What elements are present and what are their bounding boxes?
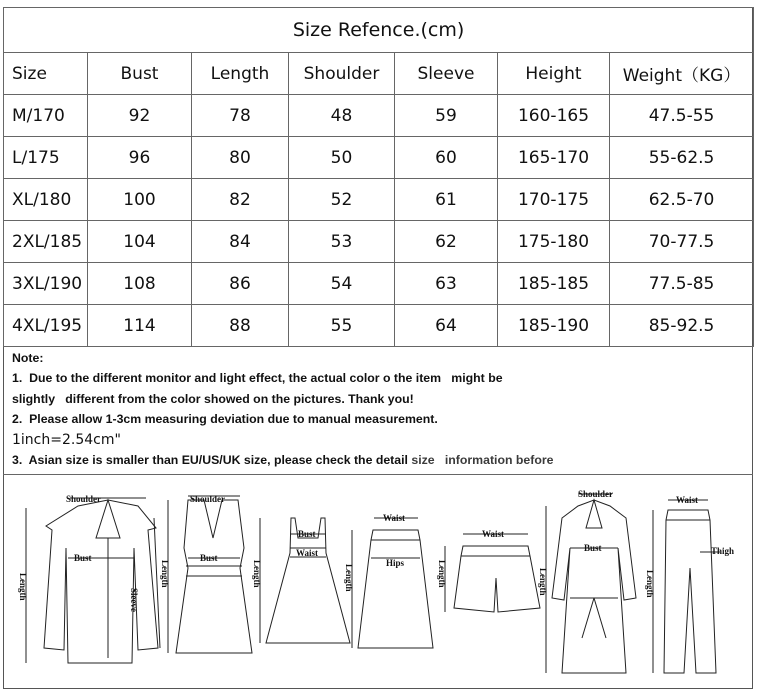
- table-row: [4, 263, 754, 305]
- table-title: Size Refence.(cm): [4, 8, 754, 53]
- label-waist-skirt: Waist: [383, 513, 406, 523]
- value-cell: 77.5-85: [610, 263, 754, 305]
- value-cell: 88: [192, 305, 289, 347]
- tank-dress-sketch: [168, 496, 252, 653]
- value-cell: 100: [88, 179, 192, 221]
- value-cell: 50: [289, 137, 395, 179]
- value-cell: 82: [192, 179, 289, 221]
- label-shoulder-dress: Shoulder: [190, 494, 226, 504]
- inch-conversion: 1inch=2.54cm": [12, 431, 121, 448]
- size-cell: M/170: [4, 95, 88, 137]
- trousers-sketch: [653, 500, 720, 673]
- value-cell: 175-180: [498, 221, 610, 263]
- size-cell: 2XL/185: [4, 221, 88, 263]
- label-bust-dress: Bust: [200, 553, 218, 563]
- column-header: Bust: [88, 53, 192, 95]
- column-header: Height: [498, 53, 610, 95]
- measurement-diagrams: [8, 478, 750, 686]
- label-sleeve: Sleeve: [129, 588, 139, 612]
- trench-coat-sketch: [546, 494, 636, 673]
- label-bust-strap-dress: Bust: [298, 529, 316, 539]
- label-length-coat: Length: [538, 568, 548, 596]
- table-row: [4, 305, 754, 347]
- value-cell: 108: [88, 263, 192, 305]
- size-cell: 4XL/195: [4, 305, 88, 347]
- label-length-shirt: Length: [18, 573, 28, 601]
- table-header-row: [4, 53, 754, 95]
- table-row: [4, 179, 754, 221]
- shirt-sketch: [26, 498, 160, 663]
- value-cell: 160-165: [498, 95, 610, 137]
- value-cell: 59: [395, 95, 498, 137]
- value-cell: 114: [88, 305, 192, 347]
- size-table: [3, 7, 754, 347]
- label-length-shorts: Length: [437, 560, 447, 588]
- value-cell: 70-77.5: [610, 221, 754, 263]
- column-header: Sleeve: [395, 53, 498, 95]
- size-cell: XL/180: [4, 179, 88, 221]
- value-cell: 96: [88, 137, 192, 179]
- shorts-sketch: [445, 534, 540, 612]
- label-waist-shorts: Waist: [482, 529, 505, 539]
- label-length-strap-dress: Length: [252, 560, 262, 588]
- column-header: Shoulder: [289, 53, 395, 95]
- label-length-dress: Length: [160, 560, 170, 588]
- label-waist-trousers: Waist: [676, 495, 699, 505]
- value-cell: 104: [88, 221, 192, 263]
- value-cell: 60: [395, 137, 498, 179]
- garment-sketches: [8, 478, 750, 686]
- value-cell: 165-170: [498, 137, 610, 179]
- value-cell: 170-175: [498, 179, 610, 221]
- value-cell: 55: [289, 305, 395, 347]
- label-shoulder-coat: Shoulder: [578, 489, 614, 499]
- label-waist-strap-dress: Waist: [296, 548, 319, 558]
- label-thigh: Thigh: [711, 546, 735, 556]
- table-row: [4, 137, 754, 179]
- value-cell: 78: [192, 95, 289, 137]
- value-cell: 185-185: [498, 263, 610, 305]
- column-header: Length: [192, 53, 289, 95]
- note-3-text: 3. Asian size is smaller than EU/US/UK size, please check the detail: [12, 453, 412, 468]
- size-cell: 3XL/190: [4, 263, 88, 305]
- table-row: [4, 95, 754, 137]
- value-cell: 47.5-55: [610, 95, 754, 137]
- label-hips-skirt: Hips: [386, 558, 405, 568]
- table-row: [4, 221, 754, 263]
- label-length-skirt: Length: [344, 564, 354, 592]
- value-cell: 55-62.5: [610, 137, 754, 179]
- note-1-line-1: 1. Due to the different monitor and light effect, the actual color o the item might be: [12, 371, 503, 386]
- note-3: [12, 450, 747, 470]
- skirt-sketch: [352, 518, 433, 648]
- label-bust-shirt: Bust: [74, 553, 92, 563]
- value-cell: 185-190: [498, 305, 610, 347]
- value-cell: 61: [395, 179, 498, 221]
- column-header: Weight（KG）: [610, 53, 754, 95]
- value-cell: 48: [289, 95, 395, 137]
- label-bust-coat: Bust: [584, 543, 602, 553]
- note-2: 2. Please allow 1-3cm measuring deviation due to manual measurement.: [12, 412, 438, 427]
- value-cell: 54: [289, 263, 395, 305]
- note-3-tail: size information before: [411, 453, 554, 468]
- column-header: Size: [4, 53, 88, 95]
- value-cell: 80: [192, 137, 289, 179]
- value-cell: 85-92.5: [610, 305, 754, 347]
- note-1-line-2: slightly different from the color showed on the pictures. Thank you!: [12, 391, 414, 406]
- value-cell: 62: [395, 221, 498, 263]
- label-shoulder-shirt: Shoulder: [66, 494, 102, 504]
- value-cell: 84: [192, 221, 289, 263]
- label-length-trousers: Length: [645, 570, 655, 598]
- notes-heading: Note:: [12, 351, 44, 365]
- value-cell: 63: [395, 263, 498, 305]
- section-divider: [3, 474, 753, 475]
- value-cell: 52: [289, 179, 395, 221]
- value-cell: 53: [289, 221, 395, 263]
- value-cell: 62.5-70: [610, 179, 754, 221]
- value-cell: 64: [395, 305, 498, 347]
- notes-section: [12, 348, 747, 470]
- size-cell: L/175: [4, 137, 88, 179]
- value-cell: 86: [192, 263, 289, 305]
- value-cell: 92: [88, 95, 192, 137]
